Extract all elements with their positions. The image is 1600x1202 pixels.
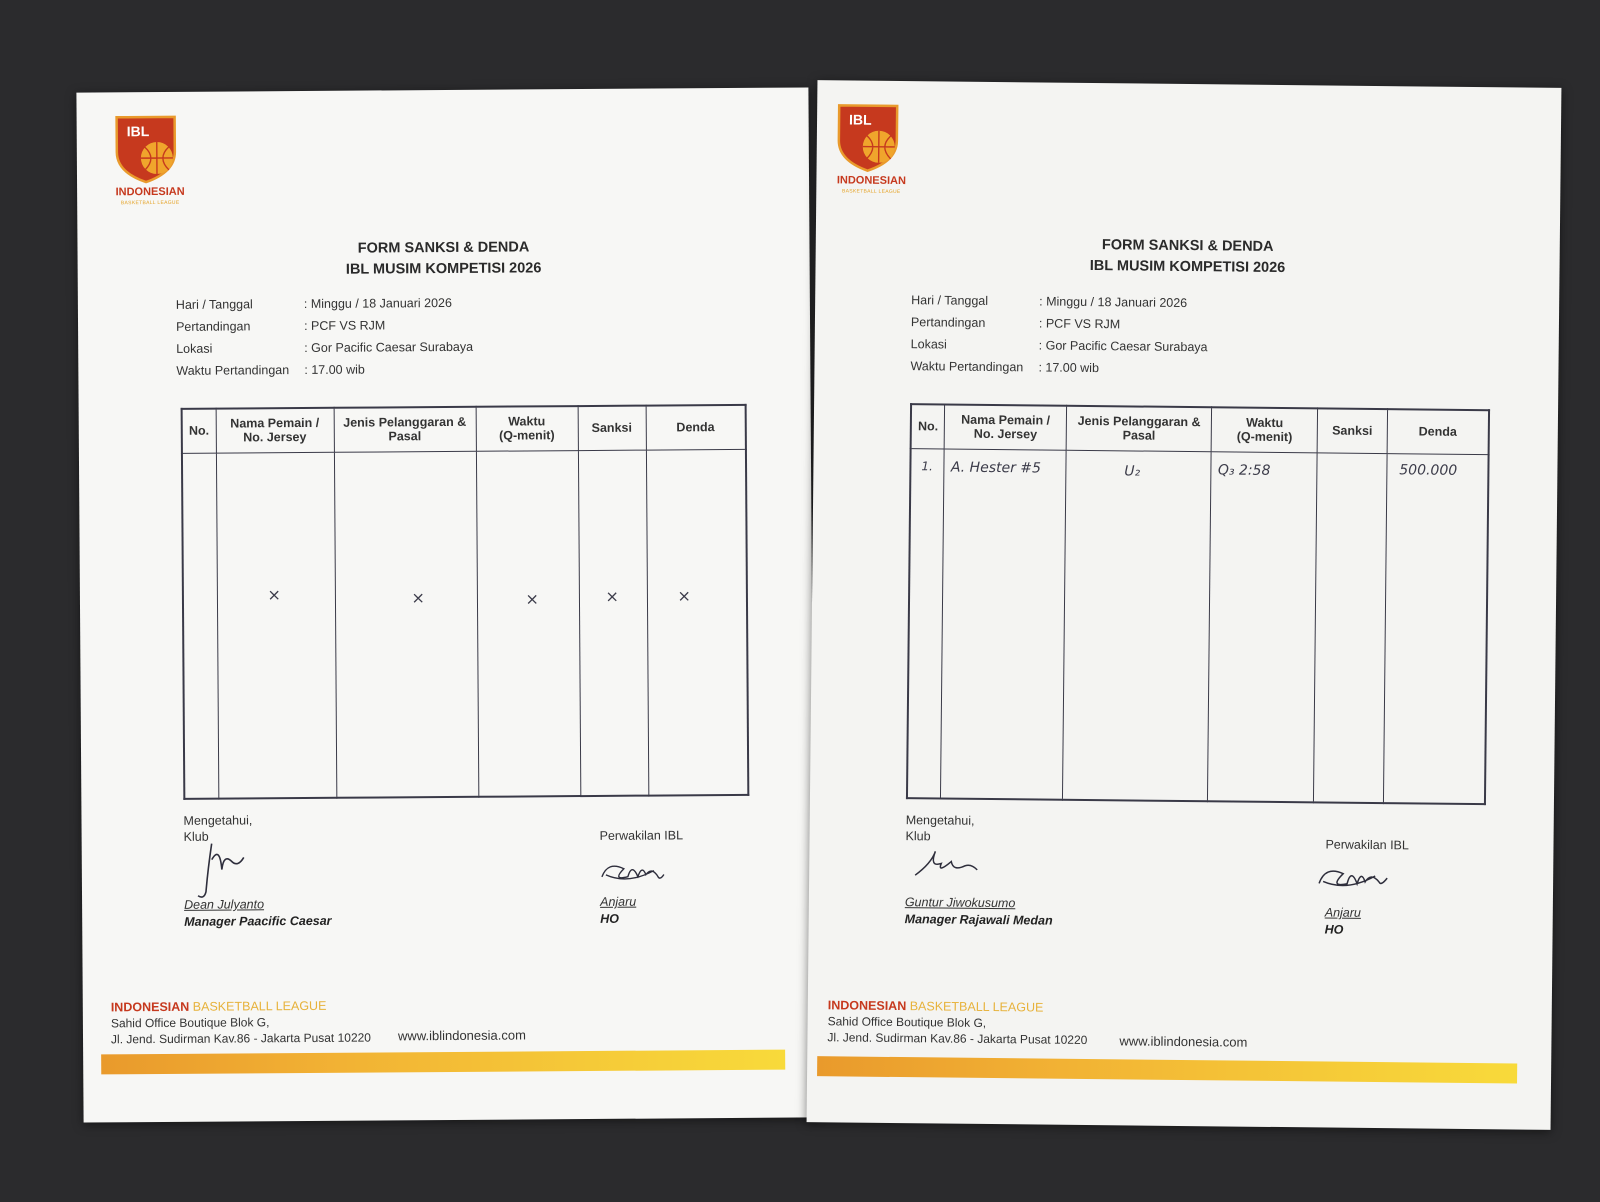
club-signature-icon xyxy=(190,839,250,901)
col-sanksi: Sanksi xyxy=(578,406,646,450)
perwakilan-label: Perwakilan IBL xyxy=(1325,837,1409,853)
ibl-logo xyxy=(105,114,196,207)
form-title: FORM SANKSI & DENDA IBL MUSIM KOMPETISI 2026 xyxy=(345,239,542,278)
empty-mark: × xyxy=(677,585,691,605)
col-jenis: Jenis Pelanggaran & Pasal xyxy=(334,407,476,452)
empty-mark: × xyxy=(267,584,281,604)
col-denda: Denda xyxy=(646,405,746,450)
empty-mark: × xyxy=(525,588,539,608)
klub-label: Klub xyxy=(183,829,209,844)
club-signature-icon xyxy=(911,845,981,882)
sanction-table xyxy=(181,404,750,800)
ibl-rep-name: Anjaru xyxy=(600,894,637,909)
ibl-signature-icon xyxy=(598,854,668,888)
col-waktu: Waktu (Q-menit) xyxy=(476,406,578,451)
ibl-rep-role: HO xyxy=(1324,922,1344,937)
logo-sub: BASKETBALL LEAGUE xyxy=(120,199,180,207)
klub-label: Klub xyxy=(905,829,931,844)
row-violation: U₂ xyxy=(1124,462,1141,480)
footer-website: www.iblindonesia.com xyxy=(397,1027,526,1044)
logo-sub: BASKETBALL LEAGUE xyxy=(841,188,901,196)
col-no: No. xyxy=(911,404,945,448)
empty-mark: × xyxy=(605,586,619,606)
sheet-right xyxy=(807,80,1562,1130)
club-rep-name: Guntur Jiwokusumo xyxy=(904,895,1016,911)
svg-text:IBL: IBL xyxy=(848,111,872,128)
form-title: FORM SANKSI & DENDA IBL MUSIM KOMPETISI 2026 xyxy=(1089,237,1286,277)
match-info: Hari / Tanggal : Minggu / 18 Januari 2026 Pertandingan : PCF VS RJM Lokasi : Gor Pacific Caesar Surabaya Waktu Pertandingan : 17.00 wib xyxy=(910,293,1208,376)
match-info: Hari / Tanggal : Minggu / 18 Januari 2026 Pertandingan : PCF VS RJM Lokasi : Gor Pacific Caesar Surabaya Waktu Pertandingan : 17.00 wib xyxy=(175,295,474,378)
col-sanksi: Sanksi xyxy=(1317,408,1387,453)
mengetahui-label: Mengetahui, xyxy=(905,813,975,828)
club-rep-name: Dean Julyanto xyxy=(184,897,265,912)
ibl-shield-icon xyxy=(105,114,195,185)
empty-mark: × xyxy=(411,587,425,607)
ibl-rep-role: HO xyxy=(600,911,619,926)
col-no: No. xyxy=(182,409,216,453)
col-jenis: Jenis Pelanggaran & Pasal xyxy=(1066,406,1212,452)
row-fine: 500.000 xyxy=(1399,461,1458,479)
ibl-logo xyxy=(826,102,917,195)
mengetahui-label: Mengetahui, xyxy=(183,813,253,828)
footer-org: INDONESIAN BASKETBALL LEAGUE xyxy=(827,998,1044,1015)
logo-name: INDONESIAN xyxy=(115,185,185,199)
sanction-table xyxy=(906,403,1490,805)
ibl-signature-icon xyxy=(1315,859,1391,896)
club-rep-role: Manager Paacific Caesar xyxy=(184,913,332,929)
footer-address-1: Sahid Office Boutique Blok G, xyxy=(110,1015,270,1031)
row-player: A. Hester #5 xyxy=(950,459,1042,476)
footer-color-bar xyxy=(101,1050,785,1075)
footer-org: INDONESIAN BASKETBALL LEAGUE xyxy=(110,998,327,1015)
col-denda: Denda xyxy=(1387,409,1489,454)
table-row xyxy=(907,448,1489,804)
footer-color-bar xyxy=(817,1056,1517,1083)
ibl-rep-name: Anjaru xyxy=(1324,905,1361,920)
ibl-shield-icon xyxy=(827,102,918,173)
footer-address-2: Jl. Jend. Sudirman Kav.86 - Jakarta Pusat 10220 xyxy=(827,1030,1088,1048)
footer-website: www.iblindonesia.com xyxy=(1119,1033,1248,1050)
table-row xyxy=(182,449,748,799)
footer-address-2: Jl. Jend. Sudirman Kav.86 - Jakarta Pusat 10220 xyxy=(110,1030,371,1047)
col-nama: Nama Pemain / No. Jersey xyxy=(216,408,334,453)
footer-address-1: Sahid Office Boutique Blok G, xyxy=(827,1014,987,1030)
col-nama: Nama Pemain / No. Jersey xyxy=(945,404,1067,449)
col-waktu: Waktu (Q-menit) xyxy=(1212,407,1318,452)
row-time: Q₃ 2:58 xyxy=(1217,461,1271,479)
sheet-left xyxy=(76,87,815,1122)
svg-text:IBL: IBL xyxy=(126,123,150,140)
row-no: 1. xyxy=(921,458,933,473)
logo-name: INDONESIAN xyxy=(836,174,907,188)
club-rep-role: Manager Rajawali Medan xyxy=(904,912,1053,928)
perwakilan-label: Perwakilan IBL xyxy=(599,828,684,843)
